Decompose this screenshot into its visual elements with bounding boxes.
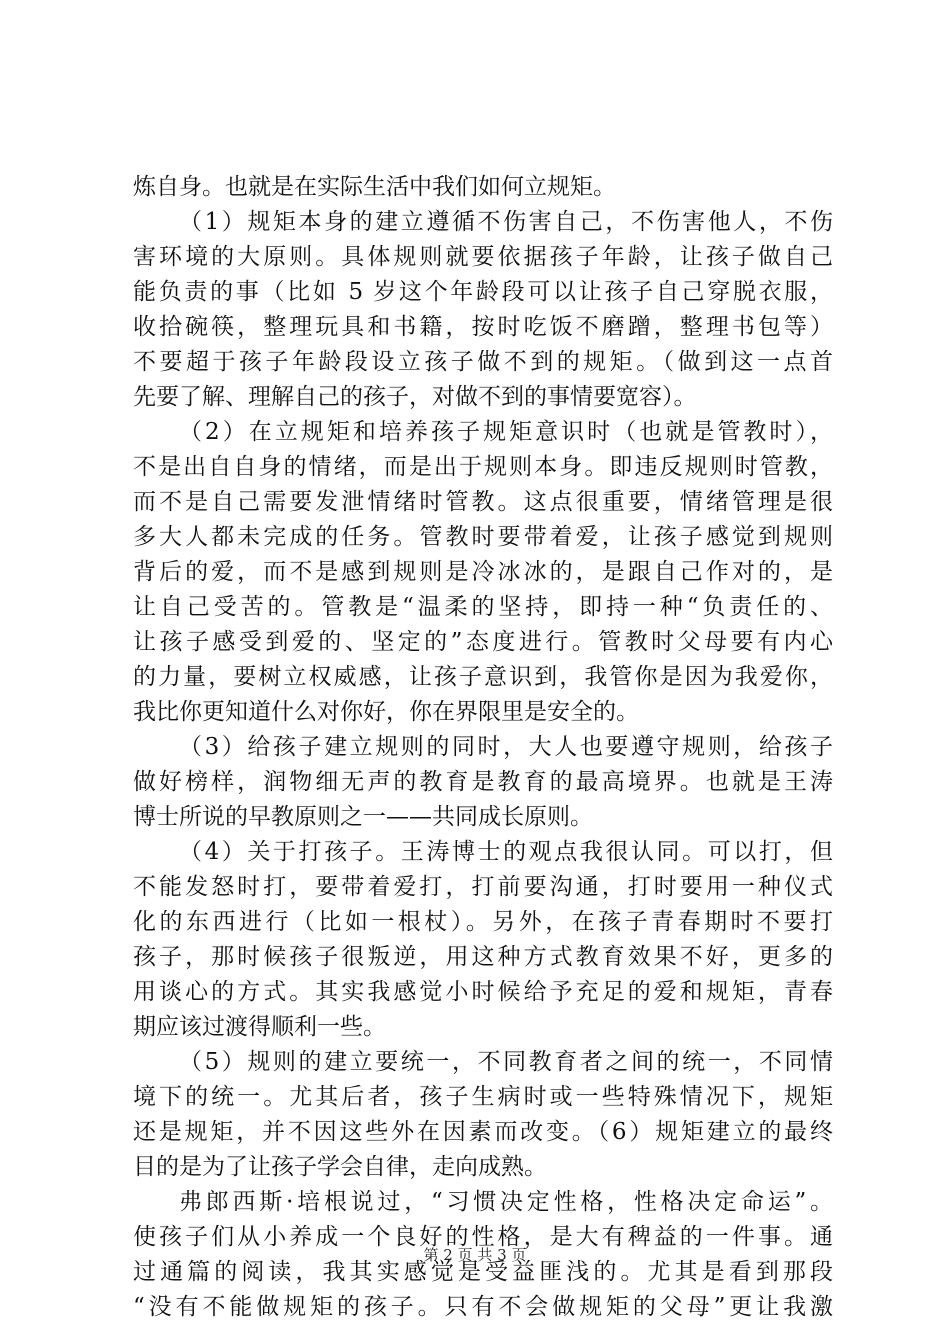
text-line: （3）给孩子建立规则的同时，大人也要遵守规则，给孩子 [179,734,833,760]
text-line: 孩子，那时候孩子很叛逆，用这种方式教育效果不好，更多的 [133,944,833,970]
text-line: 我比你更知道什么对你好，你在界限里是安全的。 [133,699,639,725]
text-line: 让自己受苦的。管教是“温柔的坚持，即持一种“负责任的、 [133,594,833,620]
text-line: （4）关于打孩子。王涛博士的观点我很认同。可以打，但 [179,839,833,865]
text-line: （2）在立规矩和培养孩子规矩意识时（也就是管教时）， [179,419,833,445]
text-line: 过通篇的阅读，我其实感觉是受益匪浅的。尤其是看到那段 [133,1259,833,1285]
text-line: 能负责的事（比如 5 岁这个年龄段可以让孩子自己穿脱衣服， [133,279,833,305]
text-line: 目的是为了让孩子学会自律，走向成熟。 [133,1154,547,1180]
text-line: 不是出自自身的情绪，而是出于规则本身。即违反规则时管教， [133,454,833,480]
page-footer: 第 2 页 共 3 页 [423,1246,527,1264]
text-line: 炼自身。也就是在实际生活中我们如何立规矩。 [133,174,616,200]
text-line: 不能发怒时打，要带着爱打，打前要沟通，打时要用一种仪式 [133,874,833,900]
text-line: （1）规矩本身的建立遵循不伤害自己，不伤害他人，不伤 [179,209,833,235]
text-line: 使孩子们从小养成一个良好的性格，是大有稗益的一件事。通 [133,1224,833,1250]
text-line: （5）规则的建立要统一，不同教育者之间的统一，不同情 [179,1049,833,1075]
text-line: “没有不能做规矩的孩子。只有不会做规矩的父母”更让我激 [133,1294,833,1320]
text-line: 多大人都未完成的任务。管教时要带着爱，让孩子感觉到规则 [133,524,833,550]
text-line: 期应该过渡得顺利一些。 [133,1014,386,1040]
text-line: 用谈心的方式。其实我感觉小时候给予充足的爱和规矩，青春 [133,979,833,1005]
text-line: 收拾碗筷，整理玩具和书籍，按时吃饭不磨蹭，整理书包等） [133,314,833,340]
text-line: 的力量，要树立权威感，让孩子意识到，我管你是因为我爱你， [133,664,833,690]
text-line: 做好榜样，润物细无声的教育是教育的最高境界。也就是王涛 [133,769,833,795]
text-line: 不要超于孩子年龄段设立孩子做不到的规矩。（做到这一点首 [133,349,833,375]
document-body [133,170,833,1325]
text-line: 害环境的大原则。具体规则就要依据孩子年龄，让孩子做自己 [133,244,833,270]
text-line: 背后的爱，而不是感到规则是冷冰冰的，是跟自己作对的，是 [133,559,833,585]
text-line: 境下的统一。尤其后者，孩子生病时或一些特殊情况下，规矩 [133,1084,833,1110]
text-line: 让孩子感受到爱的、坚定的”态度进行。管教时父母要有内心 [133,629,833,655]
text-line: 还是规矩，并不因这些外在因素而改变。（6）规矩建立的最终 [133,1119,833,1145]
text-line: 而不是自己需要发泄情绪时管教。这点很重要，情绪管理是很 [133,489,833,515]
text-line: 弗郎西斯·培根说过，“习惯决定性格，性格决定命运”。 [179,1189,833,1215]
text-line: 化的东西进行（比如一根杖）。另外，在孩子青春期时不要打 [133,909,833,935]
text-line: 先要了解、理解自己的孩子，对做不到的事情要宽容）。 [133,384,697,410]
text-line: 博士所说的早教原则之一——共同成长原则。 [133,804,593,830]
